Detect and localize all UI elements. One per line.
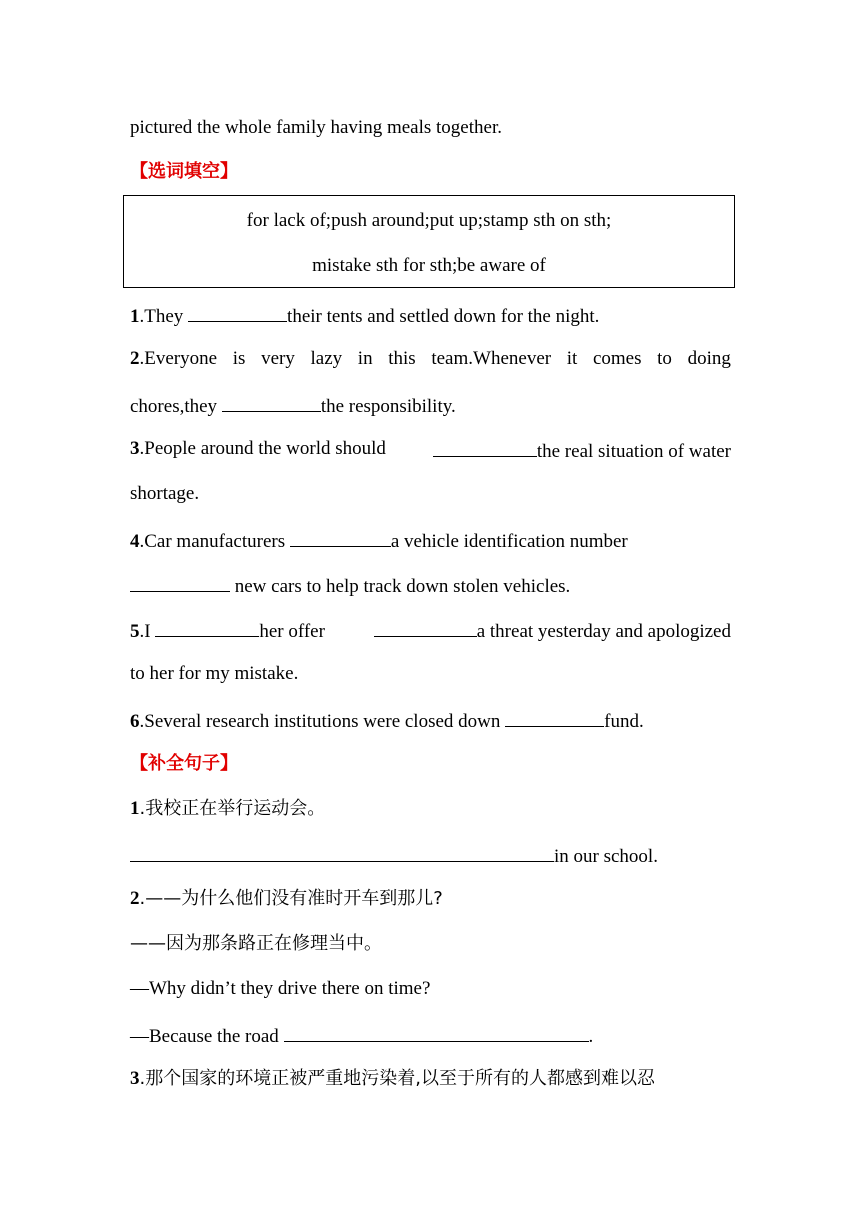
sentence-2-chinese-question bbox=[130, 887, 443, 911]
question-text: .Car manufacturers bbox=[139, 531, 290, 552]
answer-blank[interactable] bbox=[433, 437, 537, 457]
question-text: the real situation of water bbox=[536, 441, 731, 462]
question-4-line-2 bbox=[130, 572, 570, 599]
question-number: 1 bbox=[130, 306, 140, 327]
question-2-line-1 bbox=[130, 347, 731, 371]
question-rest bbox=[374, 617, 731, 644]
question-text: a vehicle identification number bbox=[390, 531, 628, 552]
question-5-line-2: to her for my mistake. bbox=[130, 663, 299, 684]
question-text: chores,they bbox=[130, 396, 222, 417]
question-word: this bbox=[388, 348, 416, 369]
sentence-3-chinese bbox=[130, 1067, 655, 1091]
question-text: new cars to help track down stolen vehicles. bbox=[230, 576, 571, 597]
answer-blank[interactable] bbox=[505, 707, 604, 727]
question-text: .People around the world should bbox=[139, 438, 386, 459]
chinese-prompt: .那个国家的环境正被严重地污染着,以至于所有的人都感到难以忍 bbox=[139, 1068, 655, 1089]
question-2-line-2 bbox=[130, 392, 456, 419]
chinese-prompt: .——为什么他们没有准时开车到那儿? bbox=[139, 888, 443, 909]
chinese-prompt: .我校正在举行运动会。 bbox=[139, 798, 326, 819]
answer-blank[interactable] bbox=[188, 302, 287, 322]
question-word: very bbox=[261, 348, 295, 369]
sentence-2-english-question: —Why didn’t they drive there on time? bbox=[130, 978, 431, 999]
answer-blank[interactable] bbox=[155, 617, 259, 637]
question-text: a threat yesterday and apologized bbox=[476, 621, 731, 642]
question-text: her offer bbox=[259, 621, 325, 642]
question-lead bbox=[130, 437, 386, 464]
question-word: to bbox=[657, 348, 672, 369]
question-word: team.Whenever bbox=[431, 348, 552, 369]
question-number: 6 bbox=[130, 711, 140, 732]
question-rest bbox=[433, 437, 731, 464]
question-number: 2 bbox=[130, 888, 140, 909]
question-word: it bbox=[566, 348, 578, 369]
question-5-line-1 bbox=[130, 617, 731, 644]
question-text: .I bbox=[139, 621, 156, 642]
question-3-line-1 bbox=[130, 437, 731, 464]
question-number: 1 bbox=[130, 798, 140, 819]
question-text: .They bbox=[139, 306, 189, 327]
question-number: 3 bbox=[130, 1068, 140, 1089]
question-word: doing bbox=[687, 348, 731, 369]
question-number: 4 bbox=[130, 531, 140, 552]
sentence-1-english bbox=[130, 842, 658, 869]
phrase-box bbox=[123, 195, 735, 288]
question-word: in bbox=[357, 348, 373, 369]
sentence-text: —Because the road bbox=[130, 1026, 284, 1047]
answer-blank[interactable] bbox=[130, 572, 230, 592]
question-text: .Everyone bbox=[139, 348, 218, 369]
question-3-line-2: shortage. bbox=[130, 483, 200, 504]
question-word: comes bbox=[592, 348, 642, 369]
question-word bbox=[130, 347, 217, 371]
section-title-word-choice: 【选词填空】 bbox=[130, 161, 238, 182]
question-word: is bbox=[232, 348, 246, 369]
question-number: 3 bbox=[130, 438, 140, 459]
answer-blank[interactable] bbox=[374, 617, 477, 637]
question-number: 5 bbox=[130, 621, 140, 642]
section-title-complete-sentences: 【补全句子】 bbox=[130, 753, 238, 774]
question-number: 2 bbox=[130, 348, 140, 369]
answer-blank[interactable] bbox=[222, 392, 321, 412]
question-lead bbox=[130, 617, 325, 644]
answer-blank[interactable] bbox=[284, 1022, 589, 1042]
question-text: .Several research institutions were closed down bbox=[139, 711, 506, 732]
question-text: the responsibility. bbox=[320, 396, 456, 417]
answer-blank[interactable] bbox=[130, 842, 554, 862]
answer-blank[interactable] bbox=[290, 527, 391, 547]
phrase-box-line-1: for lack of;push around;put up;stamp sth on sth; bbox=[246, 210, 612, 231]
question-text: their tents and settled down for the night. bbox=[287, 306, 600, 327]
question-1 bbox=[130, 302, 599, 329]
question-6 bbox=[130, 707, 644, 734]
sentence-1-chinese bbox=[130, 797, 325, 821]
sentence-tail: in our school. bbox=[554, 846, 658, 867]
sentence-2-english-answer bbox=[130, 1022, 593, 1049]
question-text: fund. bbox=[604, 711, 644, 732]
question-word: lazy bbox=[310, 348, 343, 369]
sentence-tail: . bbox=[588, 1026, 594, 1047]
question-4-line-1 bbox=[130, 527, 628, 554]
previous-paragraph-tail: pictured the whole family having meals together. bbox=[130, 117, 502, 138]
phrase-box-line-2: mistake sth for sth;be aware of bbox=[312, 255, 546, 276]
sentence-2-chinese-answer: ——因为那条路正在修理当中。 bbox=[130, 933, 382, 954]
